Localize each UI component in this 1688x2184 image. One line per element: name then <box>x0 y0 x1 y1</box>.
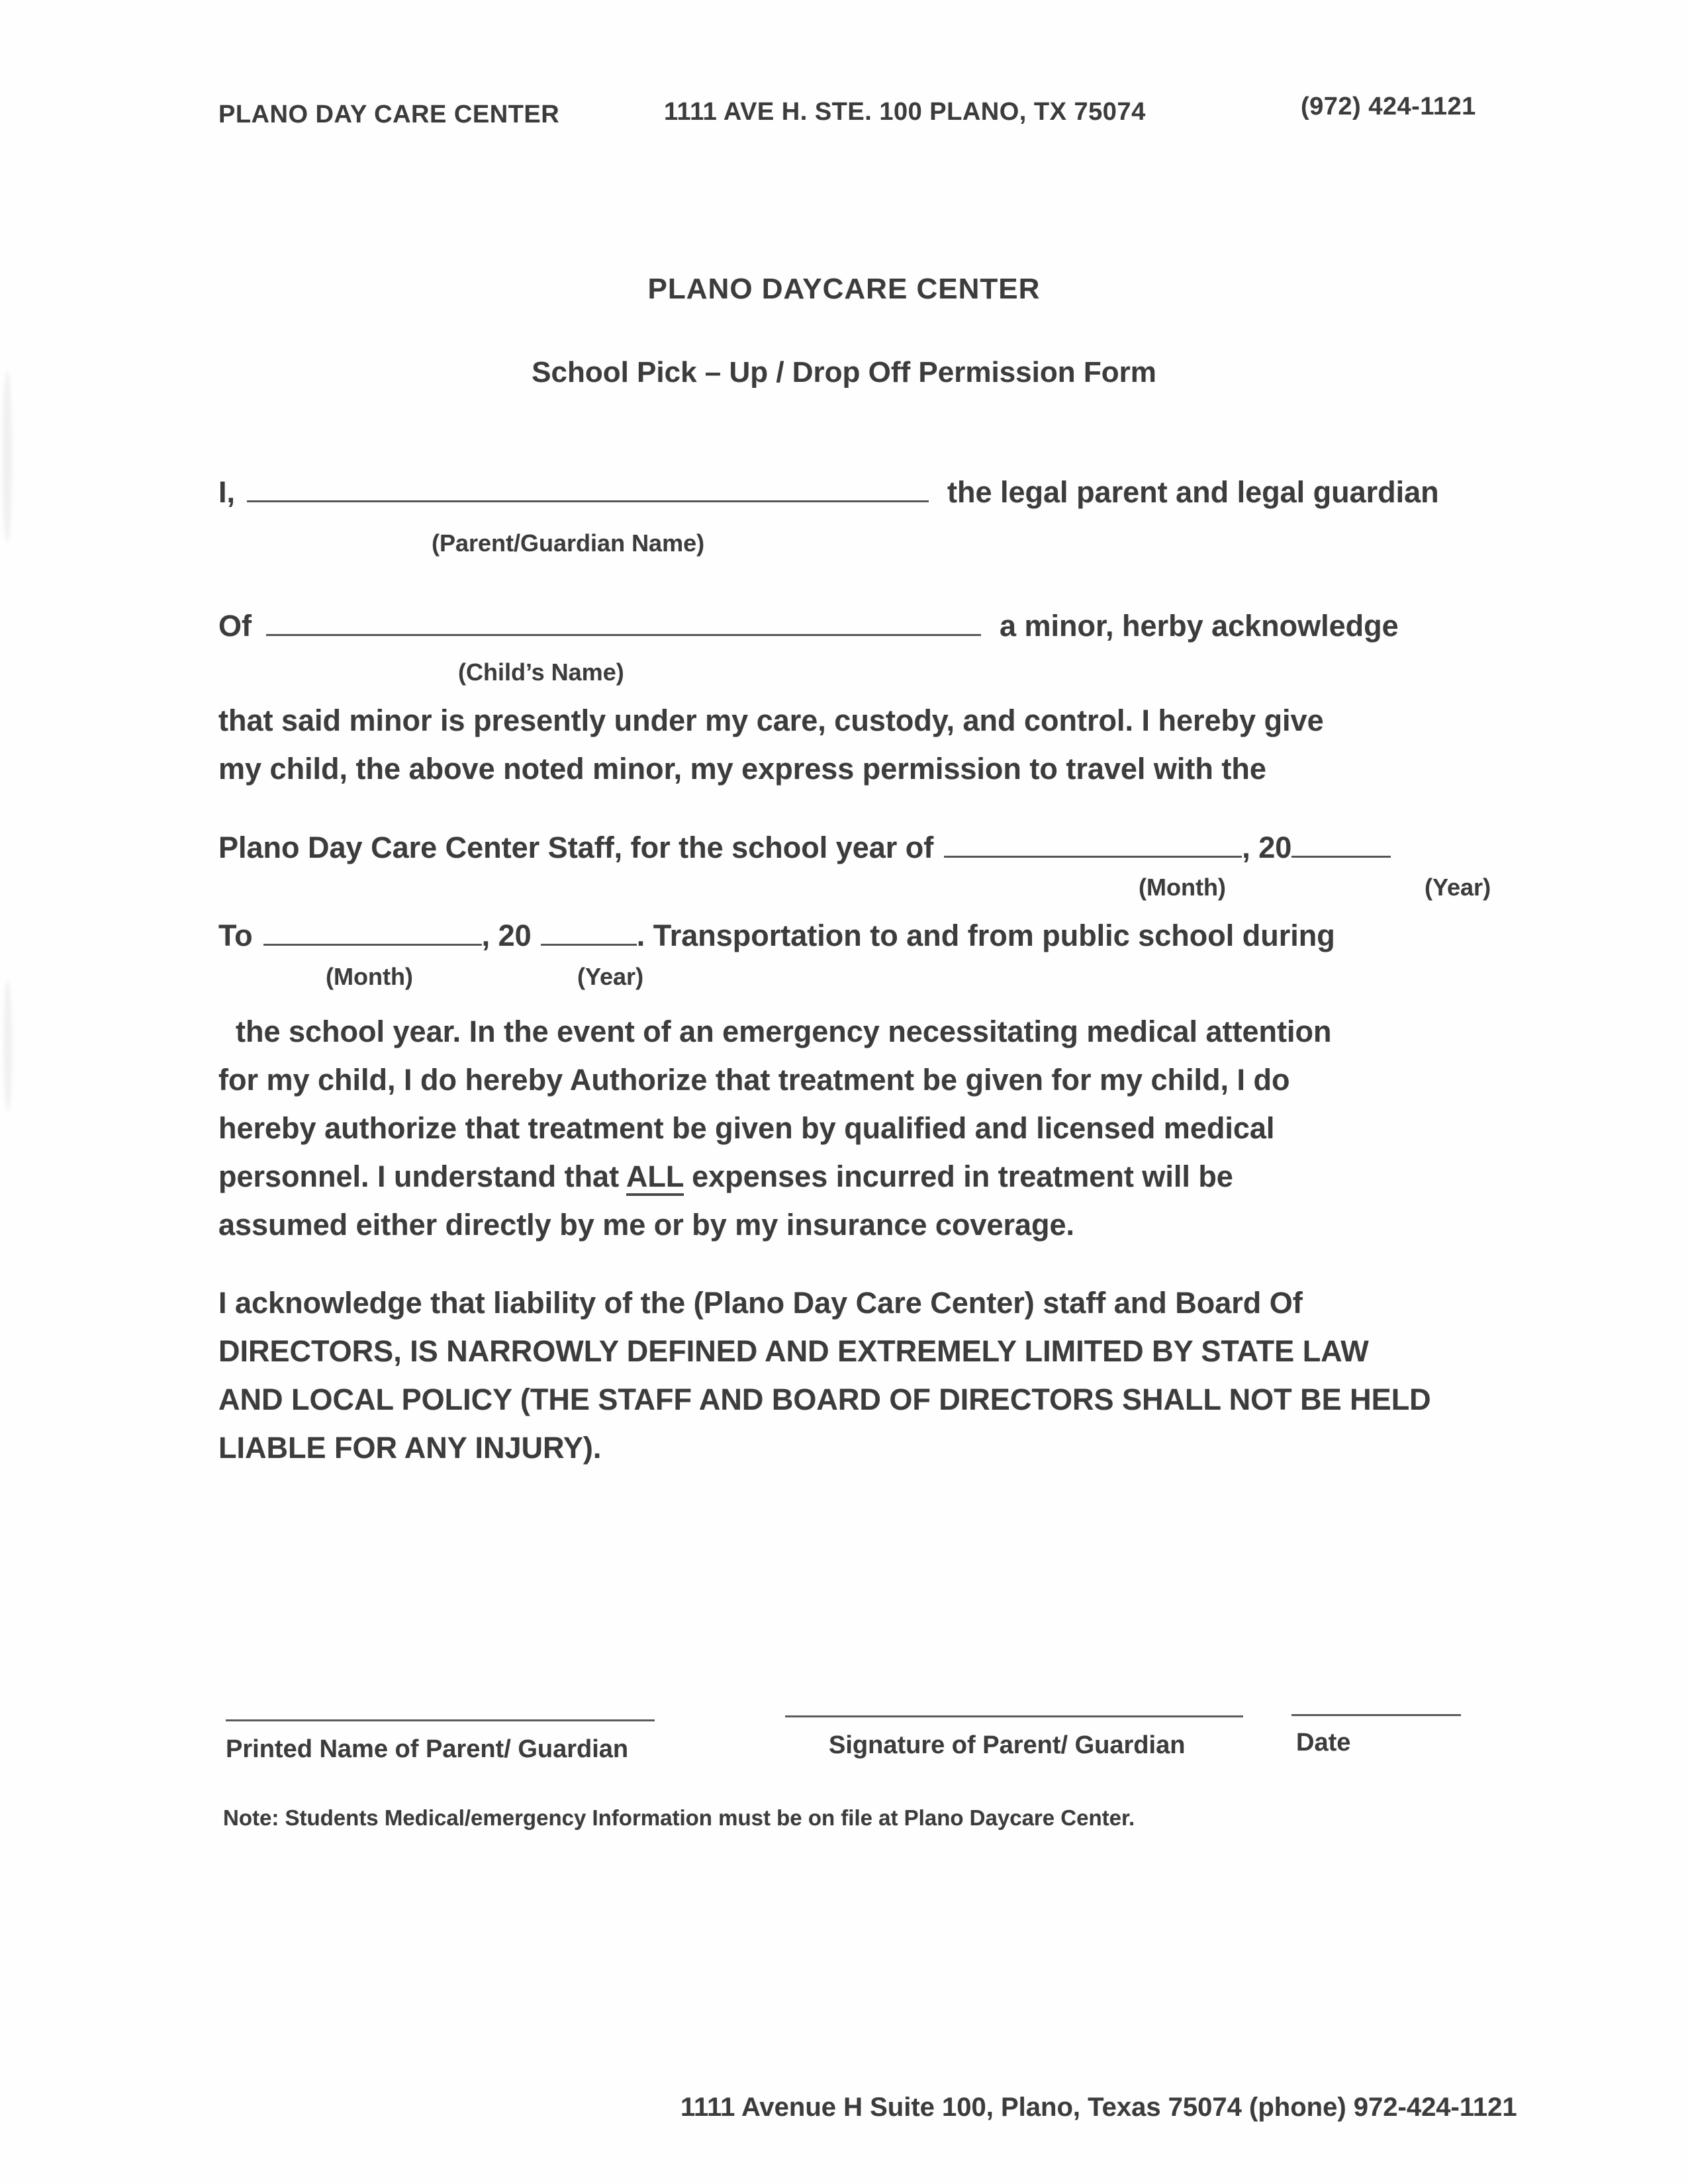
school-year-year-label: (Year) <box>1425 874 1491 901</box>
emergency-line-3: hereby authorize that treatment be given by qualified and licensed medical <box>218 1111 1275 1145</box>
school-year-prefix: Plano Day Care Center Staff, for the school year of <box>218 831 934 864</box>
emergency-line-2: for my child, I do hereby Authorize that treatment be given for my child, I do <box>218 1063 1290 1097</box>
emergency-line-1: the school year. In the event of an emergency necessitating medical attention <box>236 1015 1332 1048</box>
date-rule <box>1291 1714 1461 1716</box>
child-name-blank <box>266 634 981 636</box>
printed-name-signature-rule <box>226 1719 655 1721</box>
signature-rule <box>785 1715 1243 1717</box>
to-year-blank <box>541 944 637 946</box>
custody-line-2: my child, the above noted minor, my express permission to travel with the <box>218 752 1266 786</box>
custody-line-1: that said minor is presently under my care, custody, and control. I hereby give <box>218 704 1324 737</box>
to-year-label: (Year) <box>577 963 644 990</box>
child-name-blank-label: (Child’s Name) <box>458 659 624 686</box>
note-text: Note: Students Medical/emergency Information must be on file at Plano Daycare Center. <box>223 1805 1135 1830</box>
form-title: PLANO DAYCARE CENTER <box>647 273 1041 305</box>
emergency-all-underlined: ALL <box>626 1160 684 1196</box>
header-phone: (972) 424-1121 <box>1301 93 1476 120</box>
parent-name-line <box>218 475 1439 510</box>
parent-name-blank-label: (Parent/Guardian Name) <box>432 529 705 557</box>
emergency-line-4 <box>218 1152 1332 1201</box>
parent-name-blank <box>247 500 929 502</box>
to-line <box>218 919 1335 953</box>
to-month-blank <box>263 944 482 946</box>
to-comma-20: , 20 <box>481 919 532 952</box>
school-year-month-blank <box>944 856 1242 858</box>
printed-name-label: Printed Name of Parent/ Guardian <box>226 1735 629 1763</box>
to-line-prefix: To <box>218 919 253 952</box>
signature-label: Signature of Parent/ Guardian <box>829 1731 1186 1759</box>
liability-line-2: DIRECTORS, IS NARROWLY DEFINED AND EXTREMELY LIMITED BY STATE LAW <box>218 1334 1369 1368</box>
header-daycare-name: PLANO DAY CARE CENTER <box>218 101 560 128</box>
form-subtitle: School Pick – Up / Drop Off Permission Form <box>532 356 1156 388</box>
footer-address: 1111 Avenue H Suite 100, Plano, Texas 75074 (phone) 972-424-1121 <box>680 2093 1517 2122</box>
child-line-prefix: Of <box>218 609 252 643</box>
child-name-line <box>218 609 1399 643</box>
emergency-line-5: assumed either directly by me or by my insurance coverage. <box>218 1208 1075 1242</box>
custody-paragraph <box>218 696 1324 793</box>
parent-line-prefix: I, <box>218 475 236 509</box>
scan-artifact <box>3 371 12 543</box>
liability-line-1: I acknowledge that liability of the (Plano Day Care Center) staff and Board Of <box>218 1286 1303 1320</box>
date-label: Date <box>1296 1729 1351 1756</box>
to-month-label: (Month) <box>326 963 413 990</box>
school-year-month-label: (Month) <box>1139 874 1226 901</box>
liability-line-4: LIABLE FOR ANY INJURY). <box>218 1431 602 1465</box>
emergency-paragraph <box>218 1007 1332 1249</box>
school-year-year-blank <box>1291 856 1391 858</box>
child-line-suffix: a minor, herby acknowledge <box>1000 609 1399 643</box>
liability-paragraph <box>218 1279 1431 1472</box>
header-address: 1111 AVE H. STE. 100 PLANO, TX 75074 <box>664 98 1146 126</box>
school-year-comma-20: , 20 <box>1242 831 1292 864</box>
school-year-line <box>218 831 1391 865</box>
emergency-line-4-post: expenses incurred in treatment will be <box>683 1160 1233 1193</box>
scan-artifact <box>4 979 12 1112</box>
to-line-suffix: . Transportation to and from public school during <box>636 919 1335 952</box>
emergency-line-4-pre: personnel. I understand that <box>218 1160 626 1193</box>
parent-line-suffix: the legal parent and legal guardian <box>947 475 1439 509</box>
liability-line-3: AND LOCAL POLICY (THE STAFF AND BOARD OF DIRECTORS SHALL NOT BE HELD <box>218 1383 1431 1416</box>
